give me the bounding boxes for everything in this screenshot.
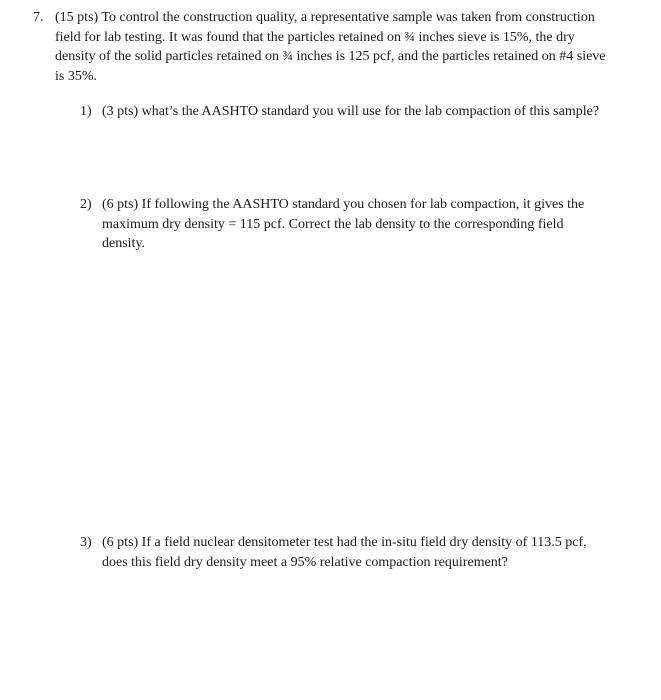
subquestion-number: 2) (80, 197, 92, 212)
subquestion-text: (6 pts) If following the AASHTO standard you chosen for lab compaction, it gives the maximum dry density = 115 pcf. Correct the lab density to the corresponding field density. (102, 197, 585, 251)
subquestion-text: (6 pts) If a field nuclear densitometer test had the in-situ field dry density of 113.5 pcf, does this field dry density meet a 95% relative compaction requirement? (102, 535, 587, 570)
subquestion-1 (80, 102, 620, 122)
question-7 (33, 8, 633, 86)
subquestion-number: 1) (80, 104, 92, 119)
subquestion-2 (80, 195, 620, 254)
question-number: 7. (33, 10, 44, 25)
subquestion-text: (3 pts) what’s the AASHTO standard you will use for the lab compaction of this sample? (102, 104, 600, 119)
question-text: (15 pts) To control the construction quality, a representative sample was taken from construction field for lab testing. It was found that the particles retained on ¾ inches sieve is 15%, the dry density of the solid particles retained on ¾ inches is 125 pcf, and the particles retained on #4 sieve is 35%. (55, 10, 606, 84)
subquestion-number: 3) (80, 535, 92, 550)
subquestion-3 (80, 533, 620, 572)
